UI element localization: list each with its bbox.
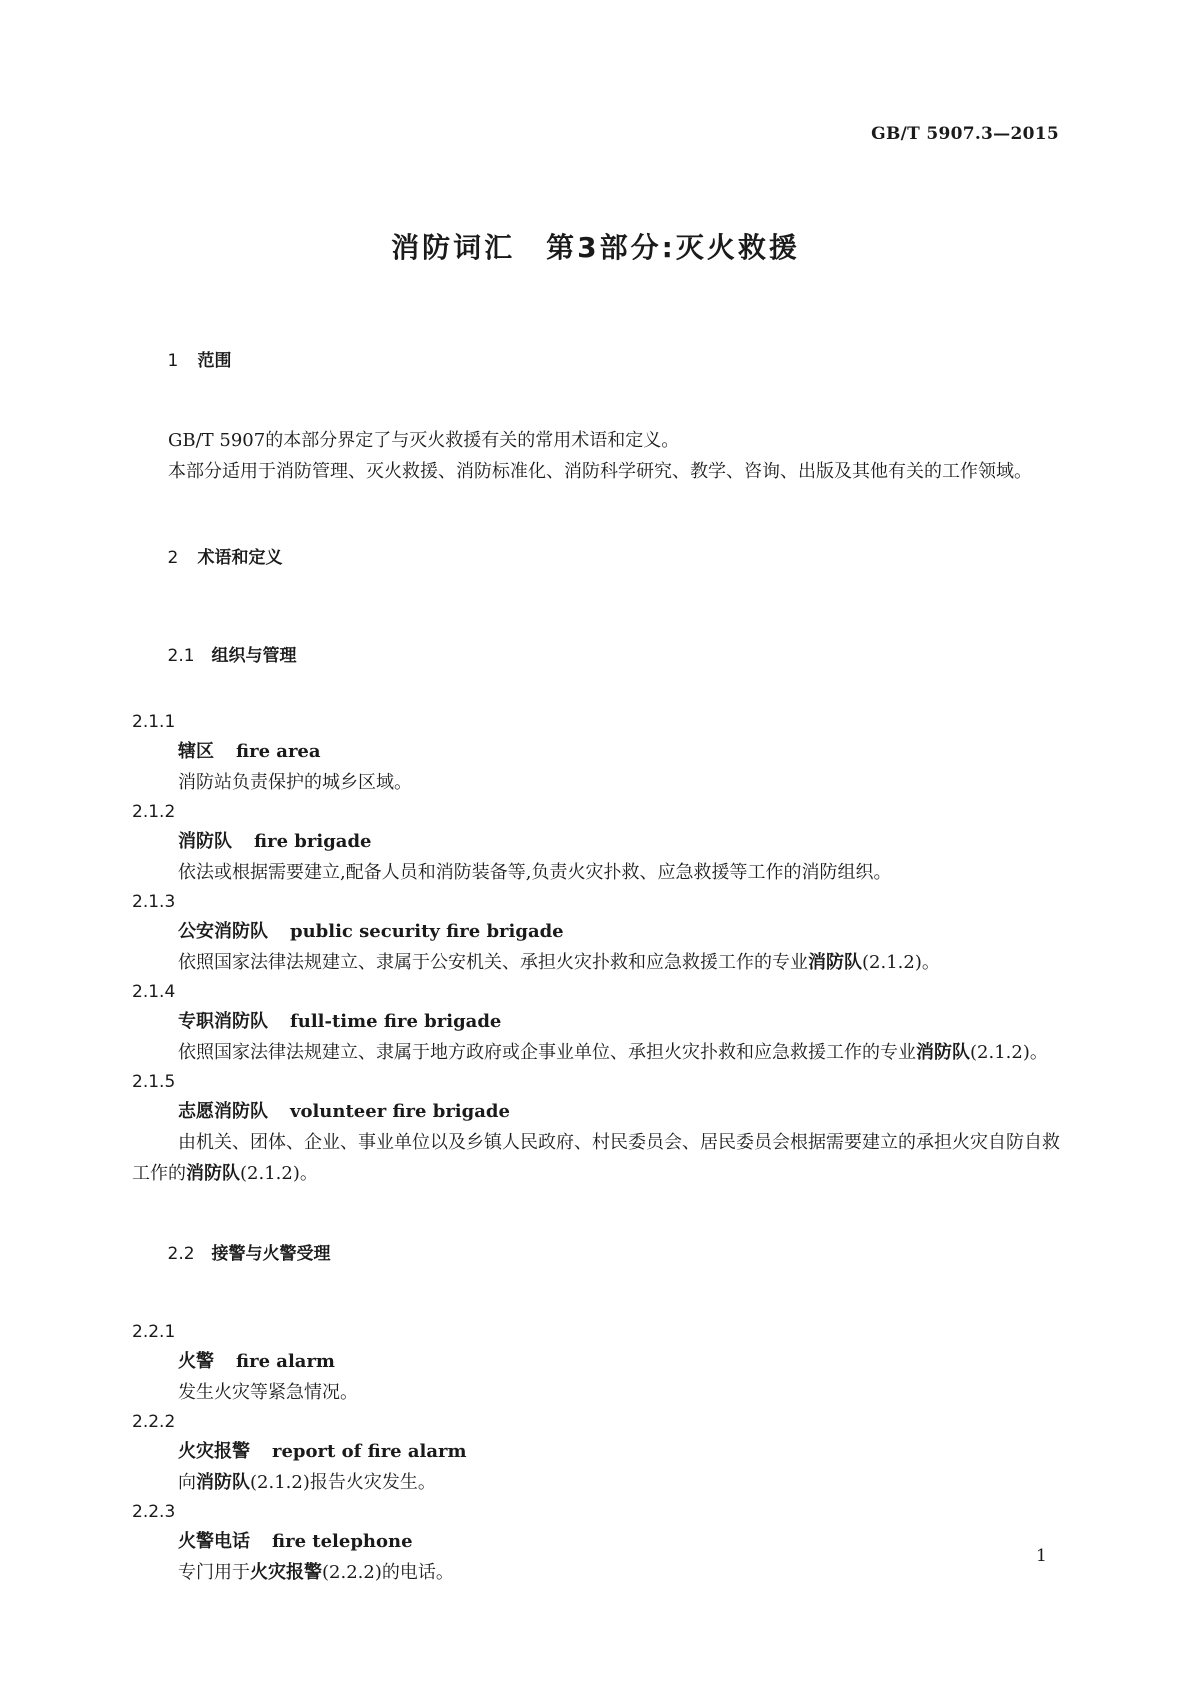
definition-text: (2.1.2)报告火灾发生。 bbox=[250, 1472, 436, 1493]
definition-text: (2.1.2)。 bbox=[862, 952, 940, 973]
term-number: 2.1.1 bbox=[132, 712, 176, 732]
term-definition bbox=[132, 1467, 1060, 1498]
term-reference: 火灾报警 bbox=[250, 1562, 322, 1583]
term-definition: 消防站负责保护的城乡区域。 bbox=[178, 772, 412, 793]
term-definition: 发生火灾等紧急情况。 bbox=[178, 1382, 358, 1403]
section-title: 术语和定义 bbox=[197, 548, 283, 568]
definition-text: 由机关、团体、企业、事业单位以及乡镇人民政府、村民委员会、居民委员会根据需要建立的承担火灾自防自救工作的 bbox=[132, 1132, 1060, 1184]
section-title: 组织与管理 bbox=[211, 646, 297, 666]
section-2-heading bbox=[132, 523, 1060, 588]
section-1-heading bbox=[132, 326, 1060, 391]
definition-text: 专门用于 bbox=[178, 1562, 250, 1583]
term-english: fire brigade bbox=[254, 831, 372, 852]
definition-text: (2.1.2)。 bbox=[970, 1042, 1048, 1063]
section-number: 2.1 bbox=[167, 646, 195, 666]
term-heading bbox=[178, 827, 1060, 857]
term-chinese: 公安消防队 bbox=[178, 921, 268, 942]
term-definition bbox=[132, 1127, 1060, 1189]
term-heading bbox=[178, 1527, 1060, 1557]
term-english: full-time fire brigade bbox=[290, 1011, 502, 1032]
term-reference: 消防队 bbox=[808, 952, 862, 973]
term-chinese: 火警 bbox=[178, 1351, 214, 1372]
definition-text: 向 bbox=[178, 1472, 196, 1493]
term-number: 2.1.5 bbox=[132, 1072, 176, 1092]
term-heading bbox=[178, 917, 1060, 947]
term-number: 2.1.4 bbox=[132, 982, 176, 1002]
section-number: 1 bbox=[167, 351, 179, 371]
term-number: 2.2.3 bbox=[132, 1502, 176, 1522]
term-entry bbox=[132, 708, 1060, 798]
document-body bbox=[132, 326, 1060, 1588]
section-title: 范围 bbox=[197, 351, 232, 371]
page-number: 1 bbox=[1036, 1546, 1047, 1566]
term-english: fire area bbox=[236, 741, 321, 762]
term-chinese: 火警电话 bbox=[178, 1531, 250, 1552]
definition-text: 依照国家法律法规建立、隶属于地方政府或企事业单位、承担火灾扑救和应急救援工作的专业 bbox=[178, 1042, 916, 1063]
term-heading bbox=[178, 737, 1060, 767]
term-entry bbox=[132, 1318, 1060, 1408]
paragraph: GB/T 5907的本部分界定了与灭火救援有关的常用术语和定义。 bbox=[168, 430, 680, 451]
term-definition bbox=[132, 947, 1060, 978]
term-chinese: 火灾报警 bbox=[178, 1441, 250, 1462]
term-entry bbox=[132, 888, 1060, 978]
term-reference: 消防队 bbox=[916, 1042, 970, 1063]
term-entry bbox=[132, 1498, 1060, 1588]
term-heading bbox=[178, 1347, 1060, 1377]
term-english: public security fire brigade bbox=[290, 921, 564, 942]
term-chinese: 专职消防队 bbox=[178, 1011, 268, 1032]
term-definition bbox=[132, 1037, 1060, 1068]
term-chinese: 消防队 bbox=[178, 831, 232, 852]
term-entry bbox=[132, 1068, 1060, 1189]
definition-text: 依照国家法律法规建立、隶属于公安机关、承担火灾扑救和应急救援工作的专业 bbox=[178, 952, 808, 973]
definition-text: (2.2.2)的电话。 bbox=[322, 1562, 454, 1583]
term-entry bbox=[132, 978, 1060, 1068]
term-chinese: 志愿消防队 bbox=[178, 1101, 268, 1122]
term-number: 2.2.1 bbox=[132, 1322, 176, 1342]
term-english: fire telephone bbox=[272, 1531, 413, 1552]
term-number: 2.2.2 bbox=[132, 1412, 176, 1432]
term-english: volunteer fire brigade bbox=[290, 1101, 510, 1122]
term-definition: 依法或根据需要建立,配备人员和消防装备等,负责火灾扑救、应急救援等工作的消防组织。 bbox=[178, 862, 892, 883]
standard-code: GB/T 5907.3—2015 bbox=[871, 124, 1059, 144]
section-2-2-heading bbox=[132, 1219, 1060, 1284]
section-title: 接警与火警受理 bbox=[211, 1244, 331, 1264]
term-heading bbox=[178, 1007, 1060, 1037]
term-number: 2.1.3 bbox=[132, 892, 176, 912]
section-number: 2.2 bbox=[167, 1244, 195, 1264]
term-number: 2.1.2 bbox=[132, 802, 176, 822]
term-english: fire alarm bbox=[236, 1351, 335, 1372]
term-entry bbox=[132, 1408, 1060, 1498]
term-heading bbox=[178, 1437, 1060, 1467]
document-title: 消防词汇 第3部分:灭火救援 bbox=[391, 231, 800, 264]
term-english: report of fire alarm bbox=[272, 1441, 467, 1462]
definition-text: (2.1.2)。 bbox=[240, 1163, 318, 1184]
paragraph: 本部分适用于消防管理、灭火救援、消防标准化、消防科学研究、教学、咨询、出版及其他有关的工作领域。 bbox=[168, 461, 1032, 482]
term-heading bbox=[178, 1097, 1060, 1127]
term-definition bbox=[132, 1557, 1060, 1588]
term-reference: 消防队 bbox=[186, 1163, 240, 1184]
term-entry bbox=[132, 798, 1060, 888]
section-number: 2 bbox=[167, 548, 179, 568]
term-chinese: 辖区 bbox=[178, 741, 214, 762]
section-2-1-heading bbox=[132, 621, 1060, 686]
term-reference: 消防队 bbox=[196, 1472, 250, 1493]
